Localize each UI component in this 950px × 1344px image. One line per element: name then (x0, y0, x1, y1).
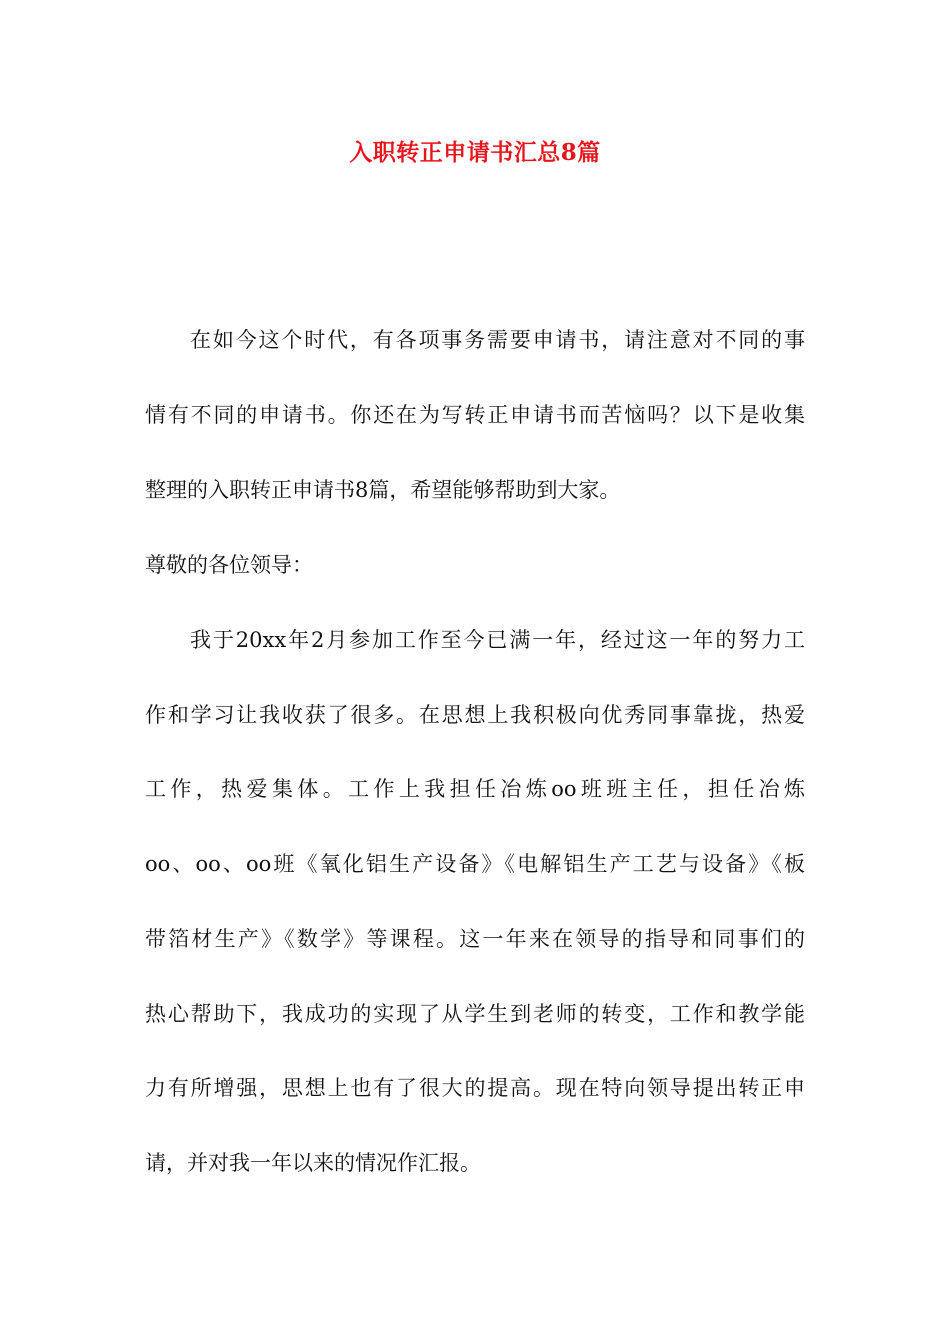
body-line: 作和学习让我收获了很多。在思想上我积极向优秀同事靠拢，热爱 (145, 703, 805, 727)
body-line: 工作，热爱集体。工作上我担任冶炼oo班班主任，担任冶炼 (145, 777, 805, 801)
intro-line: 整理的入职转正申请书8篇，希望能够帮助到大家。 (145, 478, 621, 502)
salutation: 尊敬的各位领导： (145, 553, 313, 577)
body-line: 力有所增强，思想上也有了很大的提高。现在特向领导提出转正申 (145, 1076, 805, 1100)
body-line: 热心帮助下，我成功的实现了从学生到老师的转变，工作和教学能 (145, 1002, 805, 1026)
intro-line: 情有不同的申请书。你还在为写转正申请书而苦恼吗？以下是收集 (145, 403, 805, 427)
body-line: oo、oo、oo班《氧化铝生产设备》《电解铝生产工艺与设备》《板 (145, 852, 805, 876)
document-title: 入职转正申请书汇总8篇 (349, 139, 601, 166)
intro-line: 在如今这个时代，有各项事务需要申请书，请注意对不同的事 (190, 328, 805, 352)
body-line: 带箔材生产》《数学》等课程。这一年来在领导的指导和同事们的 (145, 927, 805, 951)
body-line: 请，并对我一年以来的情况作汇报。 (145, 1151, 481, 1175)
body-line: 我于20xx年2月参加工作至今已满一年，经过这一年的努力工 (190, 628, 805, 652)
